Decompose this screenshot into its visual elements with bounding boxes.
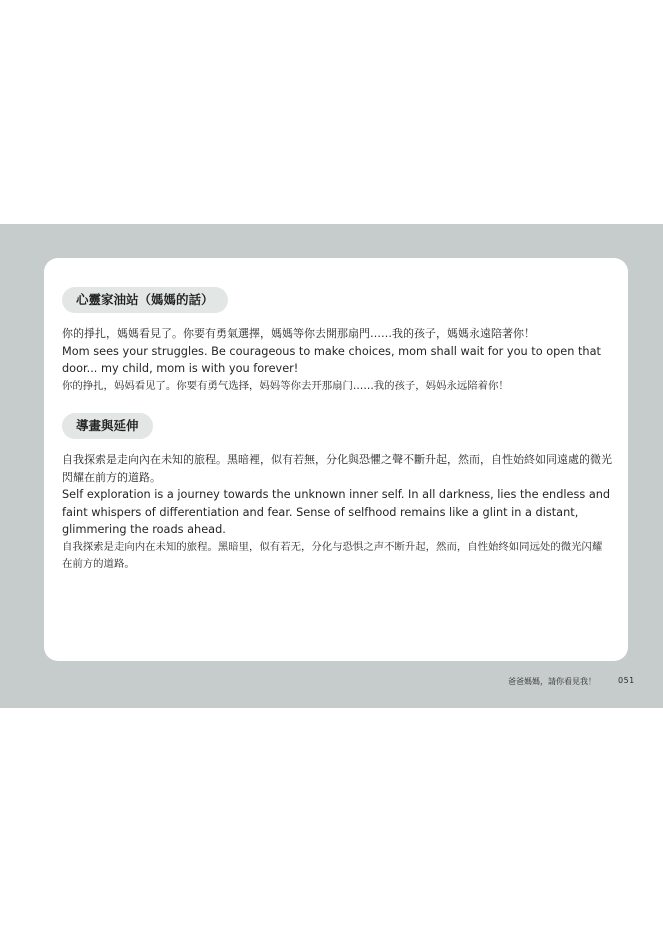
paragraph-traditional-chinese: 自我探索是走向內在未知的旅程。黑暗裡，似有若無，分化與恐懼之聲不斷升起，然而，自性始終如同遠處的微光閃耀在前方的道路。	[62, 453, 612, 484]
paragraph-simplified-chinese: 你的挣扎，妈妈看见了。你要有勇气选择，妈妈等你去开那扇门……我的孩子，妈妈永远陪着你！	[62, 379, 509, 392]
section-heading-guided-drawing: 導畫與延伸	[62, 413, 153, 439]
book-title-footer: 爸爸媽媽，請你看見我！	[508, 677, 596, 686]
paragraph-english: Mom sees your struggles. Be courageous to make choices, mom shall wait for you to open that door... my child, mom is with you forever!	[62, 344, 601, 375]
paragraph-simplified-chinese: 自我探索是走向内在未知的旅程。黑暗里，似有若无，分化与恐惧之声不断升起，然而，自性始终如同远处的微光闪耀在前方的道路。	[62, 540, 603, 570]
content-card	[44, 258, 628, 661]
section-heading-mothers-words: 心靈家油站（媽媽的話）	[62, 287, 228, 313]
paragraph-traditional-chinese: 你的掙扎，媽媽看見了。你要有勇氣選擇，媽媽等你去開那扇門……我的孩子，媽媽永遠陪著你！	[62, 327, 535, 340]
page-number: 051	[618, 676, 635, 685]
paragraph-english: Self exploration is a journey towards the unknown inner self. In all darkness, lies the endless and faint whispers of differentiation and fear. Sense of selfhood remains like a glint in a distant, glimmering the roads ahead.	[62, 488, 611, 536]
